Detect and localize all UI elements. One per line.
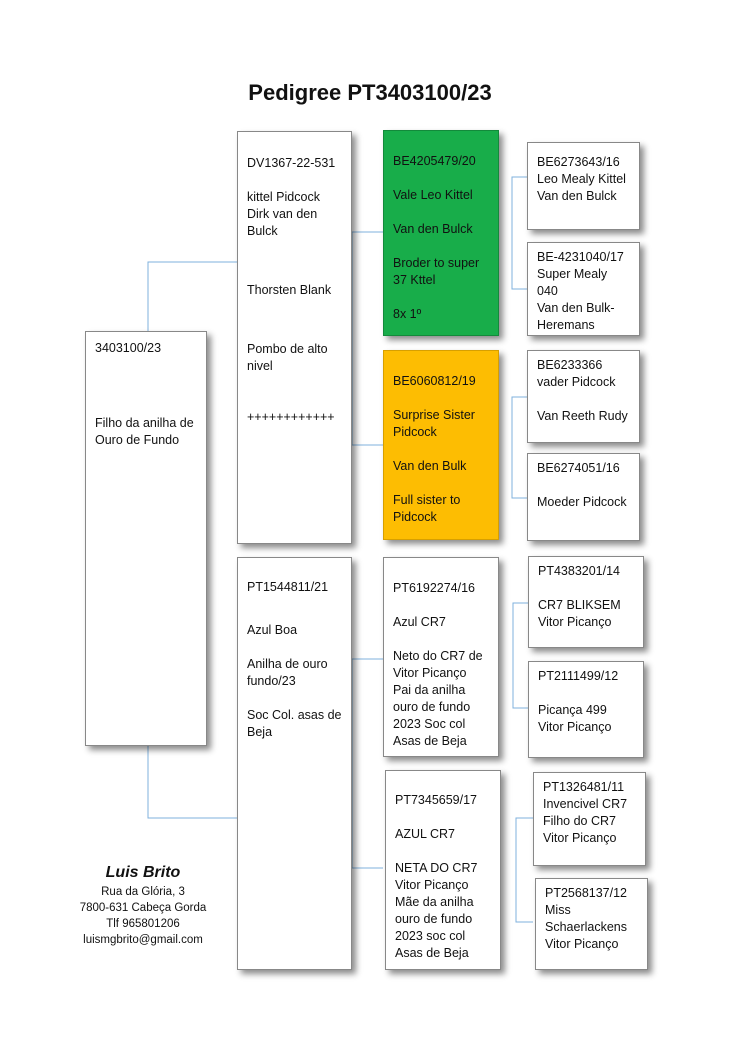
dam-dam-note: NETA DO CR7 Vitor Picanço Mãe da anilha ouro de fundo 2023 soc col Asas de Beja xyxy=(395,861,478,960)
sire-sire-ring: BE4205479/20 xyxy=(393,154,476,168)
sire-ring: DV1367-22-531 xyxy=(247,156,336,170)
g4-ss-dam-text: BE-4231040/17 Super Mealy 040 Van den Bulk- Heremans xyxy=(537,250,624,332)
g4-dd-sire-card xyxy=(533,772,646,866)
sire-sire-breeder: Van den Bulck xyxy=(393,222,473,236)
g4-sd-dam-card xyxy=(527,453,640,541)
dam-name: Azul Boa xyxy=(247,623,298,637)
sire-sire-note: Broder to super 37 Kttel xyxy=(393,256,480,287)
dam-sire-name: Azul CR7 xyxy=(393,615,446,629)
connector-sire xyxy=(352,232,383,445)
dam-sire-card xyxy=(383,557,499,757)
breeder-address-city: 7800-631 Cabeça Gorda xyxy=(79,902,207,914)
subject-card xyxy=(85,331,207,746)
dam-club: Soc Col. asas de Beja xyxy=(247,708,342,739)
g4-sd-dam-name: Moeder Pidcock xyxy=(537,495,627,509)
g4-sd-sire-breeder: Van Reeth Rudy xyxy=(537,409,628,423)
dam-dam-card xyxy=(385,770,501,970)
g4-ds-sire-name: CR7 BLIKSEM Vitor Picanço xyxy=(538,598,621,629)
sire-dam-card xyxy=(383,350,499,540)
breeder-email: luismgbrito@gmail.com xyxy=(83,934,203,946)
connector-sd xyxy=(512,397,527,498)
sire-dam-ring: BE6060812/19 xyxy=(393,374,476,388)
breeder-contact xyxy=(68,862,218,948)
g4-ds-dam-name: Picança 499 Vitor Picanço xyxy=(538,703,612,734)
subject-ring: 3403100/23 xyxy=(95,341,162,355)
g4-ds-dam-ring: PT2111499/12 xyxy=(538,669,619,683)
dam-card xyxy=(237,557,352,970)
dam-sire-ring: PT6192274/16 xyxy=(393,581,476,595)
sire-sire-card xyxy=(383,130,499,336)
dam-award: Anilha de ouro fundo/23 xyxy=(247,657,328,688)
sire-sire-results: 8x 1º xyxy=(393,307,422,321)
sire-marks: ++++++++++++ xyxy=(247,410,335,424)
connector-dam xyxy=(352,659,383,868)
sire-dam-breeder: Van den Bulk xyxy=(393,459,467,473)
dam-ring: PT1544811/21 xyxy=(247,580,329,594)
sire-sire-name: Vale Leo Kittel xyxy=(393,188,473,202)
breeder-address-street: Rua da Glória, 3 xyxy=(101,886,185,898)
dam-dam-ring: PT7345659/17 xyxy=(395,793,478,807)
sire-dam-name: Surprise Sister Pidcock xyxy=(393,408,475,439)
g4-ss-sire-card xyxy=(527,142,640,230)
dam-dam-name: AZUL CR7 xyxy=(395,827,455,841)
sire-dam-note: Full sister to Pidcock xyxy=(393,493,461,524)
page-title: Pedigree PT3403100/23 xyxy=(248,80,492,105)
connector-ss xyxy=(512,177,527,289)
g4-ds-sire-ring: PT4383201/14 xyxy=(538,564,621,578)
g4-ds-sire-card xyxy=(528,556,644,648)
breeder-name: Luis Brito xyxy=(105,864,181,881)
g4-ss-sire-text: BE6273643/16 Leo Mealy Kittel Van den Bulck xyxy=(537,155,626,203)
subject-note: Filho da anilha de Ouro de Fundo xyxy=(95,416,194,447)
g4-sd-sire-card xyxy=(527,350,640,443)
g4-ss-dam-card xyxy=(527,242,640,336)
breeder-phone: Tlf 965801206 xyxy=(106,918,180,930)
g4-dd-dam-text: PT2568137/12 Miss Schaerlackens Vitor Picanço xyxy=(545,886,628,951)
connector-dd xyxy=(516,818,533,922)
sire-quality: Pombo de alto nivel xyxy=(247,342,328,373)
connector-ds xyxy=(513,603,528,708)
sire-owner: Thorsten Blank xyxy=(247,283,332,297)
dam-sire-note: Neto do CR7 de Vitor Picanço Pai da anilha ouro de fundo 2023 Soc col Asas de Beja xyxy=(393,649,483,748)
g4-sd-sire-ring: BE6233366 vader Pidcock xyxy=(537,358,616,389)
g4-ds-dam-card xyxy=(528,661,644,758)
g4-sd-dam-ring: BE6274051/16 xyxy=(537,461,620,475)
sire-card xyxy=(237,131,352,544)
g4-dd-dam-card xyxy=(535,878,648,970)
sire-name: kittel Pidcock Dirk van den Bulck xyxy=(247,190,320,238)
g4-dd-sire-text: PT1326481/11 Invencivel CR7 Filho do CR7 Vitor Picanço xyxy=(543,780,628,845)
